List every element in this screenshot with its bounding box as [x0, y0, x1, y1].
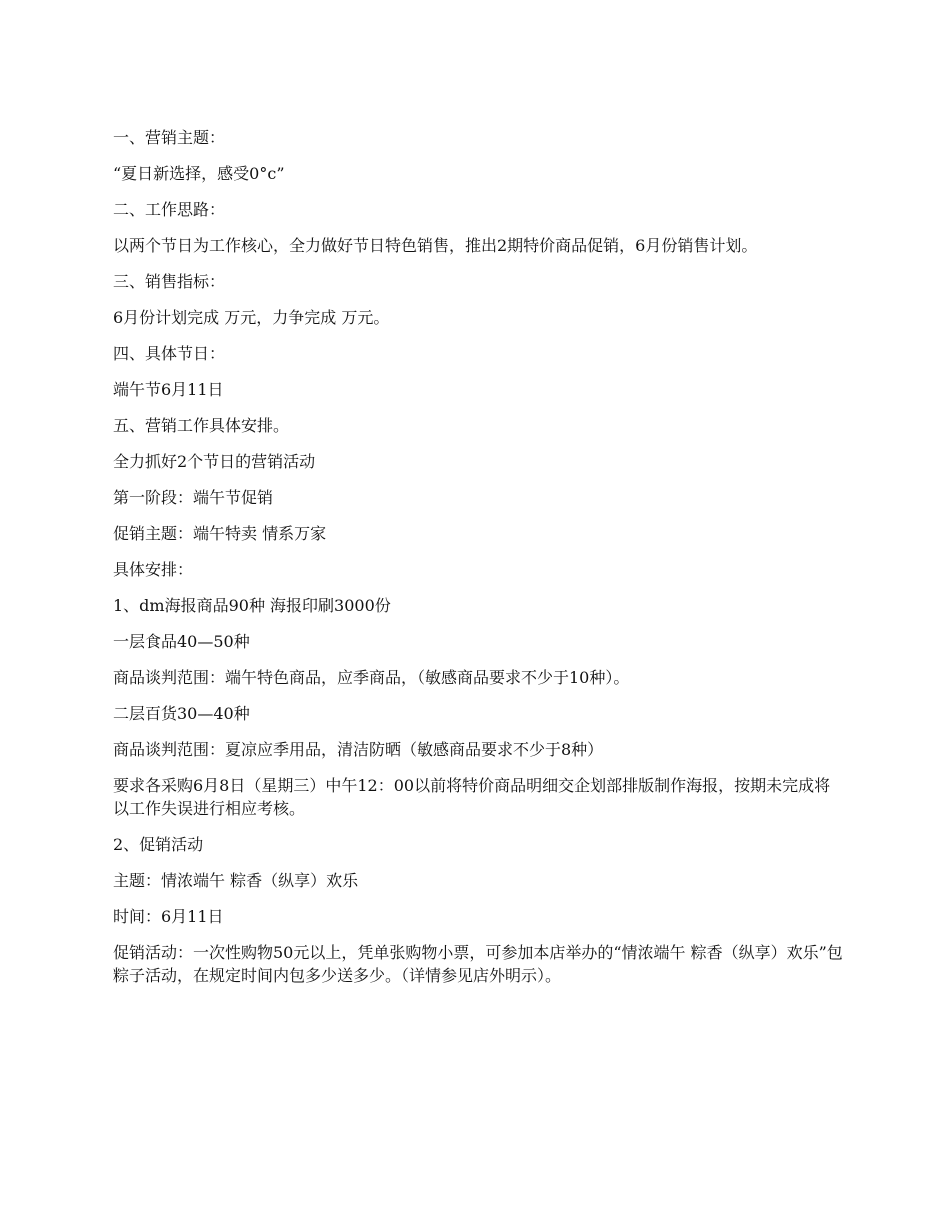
heading-sales-targets: 三、销售指标：	[113, 272, 226, 291]
sales-targets-text: 6月份计划完成 万元，力争完成 万元。	[113, 308, 390, 327]
heading-work-approach: 二、工作思路：	[113, 200, 226, 219]
marketing-slogan: “夏日新选择，感受0°c”	[113, 164, 285, 183]
floor-one-food: 一层食品40—50种	[113, 632, 250, 651]
document-body	[113, 126, 843, 1000]
specific-arrangements-heading: 具体安排：	[113, 560, 194, 579]
floor-two-goods: 二层百货30—40种	[113, 704, 250, 723]
heading-specific-holidays: 四、具体节日：	[113, 344, 226, 363]
promotion-activity-heading: 2、促销活动	[113, 835, 204, 854]
arrangements-intro: 全力抓好2个节日的营销活动	[113, 452, 316, 471]
promotion-theme: 促销主题：端午特卖 情系万家	[113, 524, 327, 543]
activity-time: 时间：6月11日	[113, 907, 224, 926]
activity-theme: 主题：情浓端午 粽香（纵享）欢乐	[113, 871, 359, 890]
floor-two-negotiation-scope: 商品谈判范围：夏凉应季用品，清洁防晒（敏感商品要求不少于8种）	[113, 740, 604, 759]
floor-one-negotiation-scope: 商品谈判范围：端午特色商品，应季商品，（敏感商品要求不少于10种）。	[113, 668, 630, 687]
procurement-deadline-text: 要求各采购6月8日（星期三）中午12：00以前将特价商品明细交企划部排版制作海报，按期未完成将以工作失误进行相应考核。	[113, 776, 831, 818]
heading-marketing-theme: 一、营销主题：	[113, 128, 226, 147]
phase-one-heading: 第一阶段：端午节促销	[113, 488, 274, 507]
holiday-date-text: 端午节6月11日	[113, 380, 224, 399]
heading-marketing-arrangements: 五、营销工作具体安排。	[113, 416, 290, 435]
work-approach-text: 以两个节日为工作核心，全力做好节日特色销售，推出2期特价商品促销，6月份销售计划。	[113, 236, 758, 255]
activity-details: 促销活动：一次性购物50元以上，凭单张购物小票，可参加本店举办的“情浓端午 粽香（纵享）欢乐”包粽子活动，在规定时间内包多少送多少。（详情参见店外明示）。	[113, 943, 843, 985]
dm-poster-item: 1、dm海报商品90种 海报印刷3000份	[113, 596, 391, 615]
